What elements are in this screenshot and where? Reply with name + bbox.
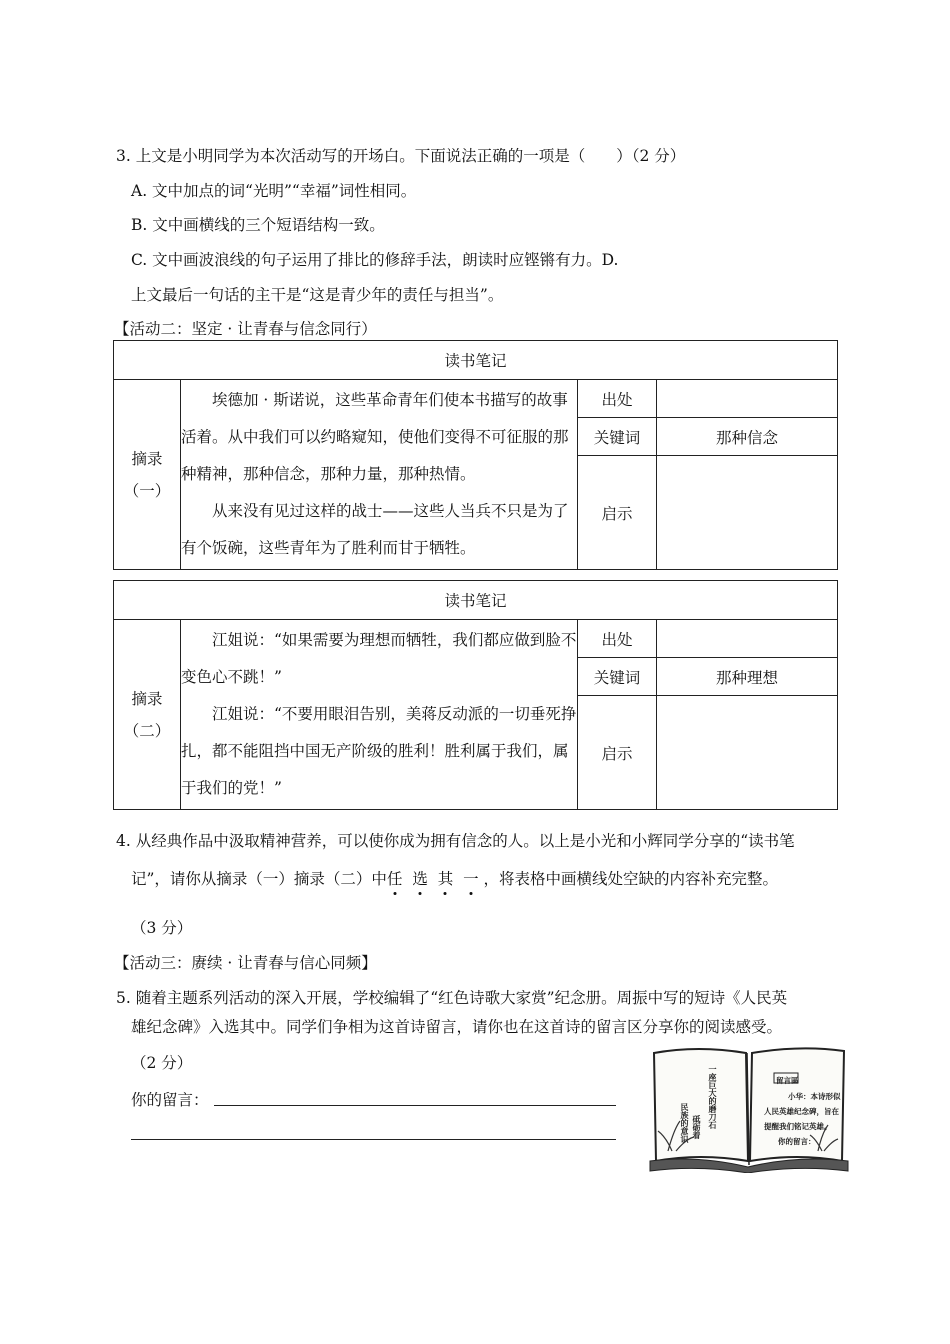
source-label: 出处 [578,620,657,658]
q5-line1: 5. 随着主题系列活动的深入开展，学校编辑了“红色诗歌大家赏”纪念册。周振中写的短诗《人民英 [116,989,788,1007]
source-answer-cell[interactable] [657,380,838,418]
comment-area-tag: 留言區 [776,1076,799,1085]
activity3-heading: 【活动三：赓续 · 让青春与信心同频】 [114,954,377,972]
keyword-label: 关键词 [578,418,657,456]
reading-note-table-1 [113,340,838,570]
poem-column-3: 民族的意识 [680,1103,689,1143]
source-answer-cell[interactable] [657,620,838,658]
excerpt-label: 摘录 （二） [114,620,181,810]
q3-option-a: A. 文中加点的词“光明”“幸福”词性相同。 [131,182,417,200]
reading-note-table-2 [113,580,838,810]
excerpt-label: 摘录 （一） [114,380,181,570]
q5-line2: 雄纪念碑》入选其中。同学们争相为这首诗留言，请你也在这首诗的留言区分享你的阅读感受。 [131,1018,783,1036]
answer-line-2[interactable] [131,1139,616,1140]
q4-score: （3 分） [131,919,193,937]
q5-score: （2 分） [131,1054,193,1072]
keyword-value: 那种信念 [657,418,838,456]
open-book-illustration [648,1043,850,1173]
note-header: 读书笔记 [114,581,838,620]
comment-line-2: 人民英雄纪念碑，旨在 [764,1107,839,1116]
activity2-heading: 【活动二：坚定 · 让青春与信念同行） [114,320,377,338]
excerpt-text: 埃德加 · 斯诺说，这些革命青年们使本书描写的故事活着。从中我们可以约略窥知，使他们变得不可征服的那种精神，那种信念，那种力量，那种热情。 从来没有见过这样的战士——这些人当兵不只是为了有个饭碗，这些青年为了胜利而甘于牺牲。 [181,380,578,570]
comment-line-1: 小华：本诗形似 [788,1092,841,1101]
insight-answer-cell[interactable] [657,456,838,570]
poem-column-2: 砥砺着 [692,1115,701,1139]
comment-line-3: 提醒我们铭记英雄。 [764,1122,832,1131]
keyword-label: 关键词 [578,658,657,696]
q3-option-d: 上文最后一句话的主干是“这是青少年的责任与担当”。 [131,286,504,304]
comment-line-4: 你的留言： [778,1137,816,1146]
answer-line-1[interactable] [214,1105,616,1106]
q3-stem: 3. 上文是小明同学为本次活动写的开场白。下面说法正确的一项是（ ）（2 分） [116,147,686,165]
q3-option-b: B. 文中画横线的三个短语结构一致。 [131,216,385,234]
note-header: 读书笔记 [114,341,838,380]
q4-line1: 4. 从经典作品中汲取精神营养，可以使你成为拥有信念的人。以上是小光和小辉同学分享的“读书笔 [116,832,795,850]
insight-answer-cell[interactable] [657,696,838,810]
answer-label: 你的留言： [131,1091,209,1109]
poem-column-1: 一座巨大的磨刀石 [708,1065,717,1129]
q3-option-c: C. 文中画波浪线的句子运用了排比的修辞手法，朗读时应铿锵有力。D. [131,251,619,269]
keyword-value: 那种理想 [657,658,838,696]
insight-label: 启示 [578,456,657,570]
insight-label: 启示 [578,696,657,810]
source-label: 出处 [578,380,657,418]
excerpt-text: 江姐说：“如果需要为理想而牺牲，我们都应做到脸不变色心不跳！” 江姐说：“不要用眼泪告别，美蒋反动派的一切垂死挣扎，都不能阻挡中国无产阶级的胜利！胜利属于我们，属于我们的党！” [181,620,578,810]
q4-line2: 记”，请你从摘录（一）摘录（二）中任 选 其 一 ，将表格中画横线处空缺的内容补充完整。 [131,870,779,888]
